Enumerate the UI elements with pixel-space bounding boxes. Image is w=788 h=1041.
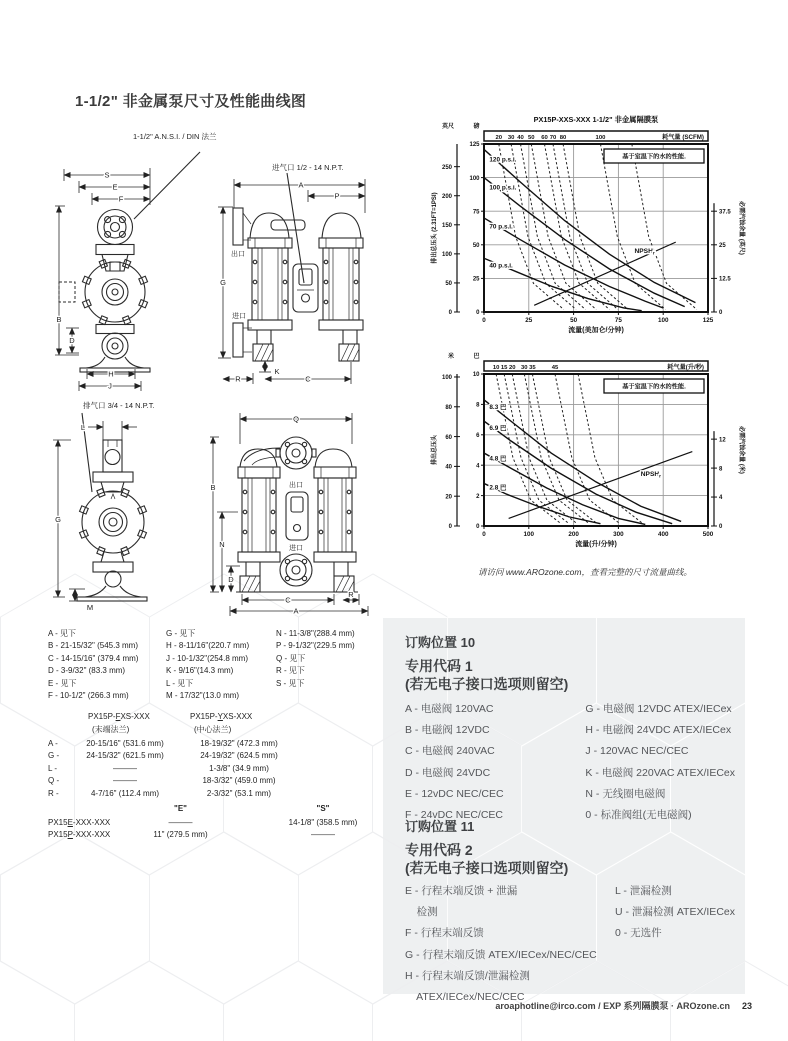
dim-label-e: E [112, 182, 118, 192]
hexagon-decoration [1, 832, 150, 1004]
dim-label-s: S [104, 170, 110, 180]
svg-text:15: 15 [500, 364, 508, 371]
list-item: 检测 [405, 906, 438, 919]
air-inlet-callout: 进气口 1/2 - 14 N.P.T. [272, 163, 344, 172]
list-item: F - 24vDC NEC/CEC [405, 809, 504, 822]
table-cell: ——— [168, 818, 193, 827]
svg-text:100: 100 [441, 252, 452, 259]
table-cell: ——— [113, 776, 137, 786]
svg-text:60: 60 [445, 434, 452, 441]
list-item: G - 电磁阀 12VDC ATEX/IECex [585, 703, 732, 715]
dim-label-j: J [108, 381, 112, 391]
list-item: U - 泄漏检测 ATEX/IECex [615, 906, 735, 919]
svg-text:0: 0 [448, 524, 452, 531]
chart-svg [420, 344, 750, 556]
ordering-subtitle: 专用代码 1 [405, 658, 473, 674]
list-item: L - 见下 [166, 678, 194, 688]
list-item: N - 11-3/8"(288.4 mm) [276, 629, 355, 638]
list-item: H - 电磁阀 24VDC ATEX/IECex [585, 724, 732, 737]
svg-text:40: 40 [517, 134, 524, 141]
page-title: 1-1/2" 非金属泵尺寸及性能曲线图 [75, 93, 307, 110]
list-item: E - 见下 [48, 678, 77, 688]
list-item: F - 10-1/2" (266.3 mm) [48, 691, 129, 701]
svg-text:磅: 磅 [473, 124, 480, 130]
svg-text:150: 150 [441, 223, 452, 230]
list-item: 0 - 标准阀组(无电磁阀) [585, 809, 692, 822]
svg-text:45: 45 [551, 364, 559, 371]
svg-text:20: 20 [445, 494, 452, 501]
list-item: ATEX/IECex/NEC/CEC [405, 991, 525, 1004]
svg-text:0: 0 [482, 317, 486, 324]
svg-text:0: 0 [448, 310, 452, 317]
model-subtitle: (中心法兰) [194, 725, 232, 734]
svg-text:100: 100 [657, 317, 669, 324]
ordering-options-right [615, 881, 735, 1008]
exhaust-callout: 排气口 3/4 - 14 N.P.T. [83, 401, 155, 410]
svg-text:50: 50 [472, 243, 480, 249]
visit-note: 请访问 www.AROzone.com，查看完整的尺寸流量曲线。 [478, 567, 692, 577]
ordering-position-11 [405, 816, 735, 1008]
dim-label-m: M [86, 603, 94, 612]
svg-text:20: 20 [508, 364, 516, 371]
outlet-label: 出口 [289, 482, 303, 489]
dim-label-a: A [293, 606, 299, 616]
svg-text:排出总压头: 排出总压头 [432, 434, 438, 466]
hexagon-decoration [0, 961, 75, 1041]
list-item: R - 见下 [276, 666, 305, 676]
svg-text:120 p.s.i.: 120 p.s.i. [489, 156, 517, 164]
svg-text:40: 40 [445, 464, 452, 471]
svg-text:6.9 巴: 6.9 巴 [489, 425, 507, 433]
svg-text:37.5: 37.5 [719, 209, 731, 216]
outlet-label: 出口 [231, 251, 245, 258]
svg-text:10: 10 [472, 372, 480, 379]
svg-text:基于室温下的水的性能.: 基于室温下的水的性能. [622, 383, 686, 391]
svg-text:200: 200 [568, 531, 579, 538]
list-item: F - 行程末端反馈 [405, 927, 484, 940]
svg-text:6: 6 [476, 433, 480, 439]
list-item: B - 电磁阀 12VDC [405, 724, 490, 737]
svg-text:20: 20 [495, 134, 503, 141]
svg-text:70 p.s.i.: 70 p.s.i. [489, 223, 513, 231]
list-item: K - 9/16"(14.3 mm) [166, 666, 234, 676]
svg-text:250: 250 [441, 164, 452, 171]
table-cell: 24-15/32" (621.5 mm) [86, 751, 164, 761]
model-name: PX15P-XXX-XXX [48, 830, 111, 840]
svg-text:30: 30 [507, 134, 515, 141]
page-footer [495, 999, 752, 1012]
ordering-note: (若无电子接口选项则留空) [405, 860, 569, 876]
svg-text:基于室温下的水的性能.: 基于室温下的水的性能. [622, 153, 686, 161]
svg-text:0: 0 [719, 310, 723, 317]
svg-text:100: 100 [441, 375, 452, 382]
dim-label-g: G [220, 278, 226, 287]
svg-text:必需汽蚀余量 (米): 必需汽蚀余量 (米) [738, 426, 744, 474]
svg-text:400: 400 [657, 531, 669, 538]
svg-text:100: 100 [469, 175, 480, 182]
svg-text:4.8 巴: 4.8 巴 [489, 455, 507, 463]
dim-label-k: K [274, 367, 280, 376]
dim-label-b: B [56, 315, 62, 324]
table-cell: A - [48, 739, 58, 748]
svg-text:0: 0 [719, 524, 723, 531]
table-cell: L - [48, 763, 58, 773]
list-item: C - 14-15/16" (379.4 mm) [48, 653, 139, 663]
svg-text:30: 30 [521, 364, 528, 371]
dim-label-b: B [210, 483, 216, 492]
svg-text:米: 米 [447, 354, 454, 360]
list-item: A - 电磁阀 120VAC [405, 703, 494, 715]
svg-text:50: 50 [527, 134, 535, 141]
svg-text:100: 100 [595, 134, 606, 141]
list-item: G - 见下 [166, 629, 196, 638]
svg-text:流量(升/分钟): 流量(升/分钟) [575, 541, 617, 548]
svg-text:75: 75 [472, 209, 480, 216]
dim-label-r: R [348, 590, 354, 599]
table-cell: 1-3/8" (34.9 mm) [209, 763, 269, 773]
svg-text:10: 10 [492, 364, 500, 371]
table-cell: 24-19/32" (624.5 mm) [200, 751, 278, 761]
table-cell: 14-1/8" (358.5 mm) [288, 818, 358, 827]
table-cell: Q - [48, 776, 60, 786]
list-item: D - 3-9/32" (83.3 mm) [48, 666, 126, 676]
dim-label-f: F [118, 194, 124, 204]
dim-label-n: N [219, 540, 225, 549]
svg-text:4: 4 [476, 463, 480, 470]
list-item: N - 无线圈电磁阀 [585, 787, 666, 800]
svg-text:8.3 巴: 8.3 巴 [489, 403, 507, 411]
svg-text:125: 125 [469, 142, 480, 149]
svg-text:300: 300 [613, 531, 624, 538]
inlet-label: 进口 [289, 545, 303, 552]
svg-text:500: 500 [702, 531, 714, 538]
dim-label-q: Q [293, 414, 299, 424]
page-number: 23 [741, 1001, 752, 1011]
list-item: E - 行程末端反馈 + 泄漏 [405, 885, 518, 897]
svg-text:0: 0 [476, 310, 480, 317]
pump-drawing-front-bottom [210, 400, 405, 630]
model-name: PX15P-FXS-XXX [88, 712, 150, 721]
svg-text:耗气量(升/秒): 耗气量(升/秒) [667, 363, 704, 371]
svg-text:60: 60 [541, 134, 548, 141]
flange-callout: 1-1/2" A.N.S.I. / DIN 法兰 [133, 132, 217, 141]
svg-text:80: 80 [445, 404, 452, 411]
list-item: J - 120VAC NEC/CEC [585, 745, 689, 758]
ordering-options-left [405, 699, 585, 826]
dim-label-g: G [55, 515, 61, 524]
svg-text:50: 50 [570, 317, 578, 324]
svg-text:耗气量 (SCFM): 耗气量 (SCFM) [662, 133, 704, 141]
svg-text:巴: 巴 [473, 354, 480, 360]
dimension-list-col3 [276, 628, 386, 690]
list-item: J - 10-1/32"(254.8 mm) [166, 653, 248, 663]
list-item: L - 泄漏检测 [615, 885, 672, 897]
ordering-subtitle: 专用代码 2 [405, 842, 473, 858]
svg-text:25: 25 [525, 317, 533, 324]
svg-text:25: 25 [472, 276, 480, 283]
svg-text:排出总压头 (2.31FT=1PSI): 排出总压头 (2.31FT=1PSI) [432, 192, 438, 264]
svg-text:80: 80 [559, 134, 567, 141]
ordering-position-10 [405, 632, 735, 826]
dim-label-h: H [108, 369, 114, 379]
dim-label-c: C [285, 595, 291, 605]
pump-drawing-side-top [55, 150, 215, 400]
dim-label-c: C [305, 374, 311, 384]
inlet-label: 进口 [232, 313, 246, 320]
model-subtitle: (末端法兰) [92, 725, 130, 734]
list-item: 0 - 无选件 [615, 927, 662, 940]
list-item: S - 见下 [276, 678, 305, 688]
dimension-list-col2 [166, 628, 278, 703]
table-cell: 18-19/32" (472.3 mm) [200, 739, 278, 748]
svg-text:40 p.s.i.: 40 p.s.i. [489, 262, 513, 270]
svg-text:8: 8 [719, 466, 723, 473]
list-item: Q - 见下 [276, 653, 306, 663]
svg-text:流量(美加仑/分钟): 流量(美加仑/分钟) [568, 327, 624, 334]
svg-text:英尺: 英尺 [441, 124, 454, 130]
svg-text:125: 125 [702, 317, 714, 324]
es-header-s: "S" [316, 804, 330, 813]
list-item: H - 8-11/16"(220.7 mm) [166, 641, 250, 651]
svg-text:200: 200 [441, 193, 452, 200]
table-cell: 18-3/32" (459.0 mm) [202, 776, 276, 786]
svg-text:100 p.s.i.: 100 p.s.i. [489, 184, 517, 192]
svg-text:NPSHr: $NPSH_r$ [640, 470, 662, 480]
svg-text:2.8 巴: 2.8 巴 [489, 484, 507, 492]
pump-drawing-front-top [213, 150, 398, 400]
hexagon-decoration [75, 961, 224, 1041]
ordering-title: 订购位置 10 [405, 635, 476, 650]
svg-text:12.5: 12.5 [719, 276, 731, 283]
dim-label-a: A [298, 180, 304, 190]
dim-label-d: D [69, 336, 75, 345]
svg-text:12: 12 [719, 437, 726, 444]
dimension-list-col1 [48, 628, 166, 703]
ordering-options-left [405, 881, 615, 1008]
ordering-content [383, 618, 745, 1004]
table-cell: G - [48, 751, 60, 761]
table-cell: 11" (279.5 mm) [153, 830, 208, 840]
list-item: D - 电磁阀 24VDC [405, 766, 491, 779]
svg-text:PX15P-XXS-XXX 1-1/2" 非金属隔膜泵: PX15P-XXS-XXX 1-1/2" 非金属隔膜泵 [533, 115, 659, 124]
list-item: M - 17/32"(13.0 mm) [166, 691, 240, 701]
svg-text:0: 0 [482, 531, 486, 538]
hexagon-decoration [150, 832, 299, 1004]
svg-text:2: 2 [476, 493, 480, 500]
list-item: G - 行程末端反馈 ATEX/IECex/NEC/CEC [405, 948, 597, 961]
svg-text:NPSHr: $NPSH_r$ [634, 247, 655, 257]
pump-drawing-side-bottom [45, 395, 235, 630]
model-name: PX15E-XXX-XXX [48, 818, 111, 827]
performance-chart-metric [420, 344, 750, 561]
list-item: E - 12vDC NEC/CEC [405, 787, 504, 800]
list-item: C - 电磁阀 240VAC [405, 745, 495, 758]
list-item: P - 9-1/32"(229.5 mm) [276, 641, 355, 651]
list-item: K - 电磁阀 220VAC ATEX/IECex [585, 766, 735, 779]
performance-chart-imperial [420, 106, 750, 347]
dim-label-l: L [80, 423, 86, 432]
svg-text:70: 70 [549, 134, 557, 141]
dim-label-r: R [235, 374, 241, 384]
footer-contact: aroaphotline@irco.com / EXP 系列隔膜泵 · AROzone.cn [495, 1001, 730, 1011]
hexagon-decoration [224, 961, 373, 1041]
svg-text:25: 25 [719, 243, 726, 249]
table-cell: R - [48, 788, 59, 798]
table-cell: 4-7/16" (112.4 mm) [90, 788, 160, 798]
table-cell: ——— [311, 830, 335, 840]
svg-text:0: 0 [476, 524, 480, 531]
dim-label-d: D [228, 575, 234, 584]
svg-text:必需汽蚀余量 (英尺): 必需汽蚀余量 (英尺) [738, 201, 744, 255]
table-cell: 20-15/16" (531.6 mm) [86, 739, 164, 748]
list-item: A - 见下 [48, 629, 77, 638]
svg-text:100: 100 [523, 531, 535, 538]
dim-label-p: P [334, 191, 340, 201]
ordering-options-right [585, 699, 735, 826]
model-name: PX15P-YXS-XXX [190, 712, 253, 721]
es-header-e: "E" [174, 804, 187, 813]
svg-text:35: 35 [529, 364, 536, 371]
table-cell: 2-3/32" (53.1 mm) [206, 788, 272, 798]
svg-text:75: 75 [614, 317, 622, 324]
list-item: B - 21-15/32" (545.3 mm) [48, 641, 138, 651]
chart-svg [420, 106, 750, 342]
ordering-note: (若无电子接口选项则留空) [405, 676, 569, 692]
list-item: H - 行程末端反馈/泄漏检测 [405, 969, 530, 982]
svg-text:8: 8 [476, 402, 480, 409]
svg-text:50: 50 [445, 281, 452, 288]
hexagon-decoration [0, 703, 75, 875]
svg-text:4: 4 [719, 495, 723, 502]
ordering-title: 订购位置 11 [405, 819, 475, 834]
table-cell: ——— [113, 763, 137, 773]
